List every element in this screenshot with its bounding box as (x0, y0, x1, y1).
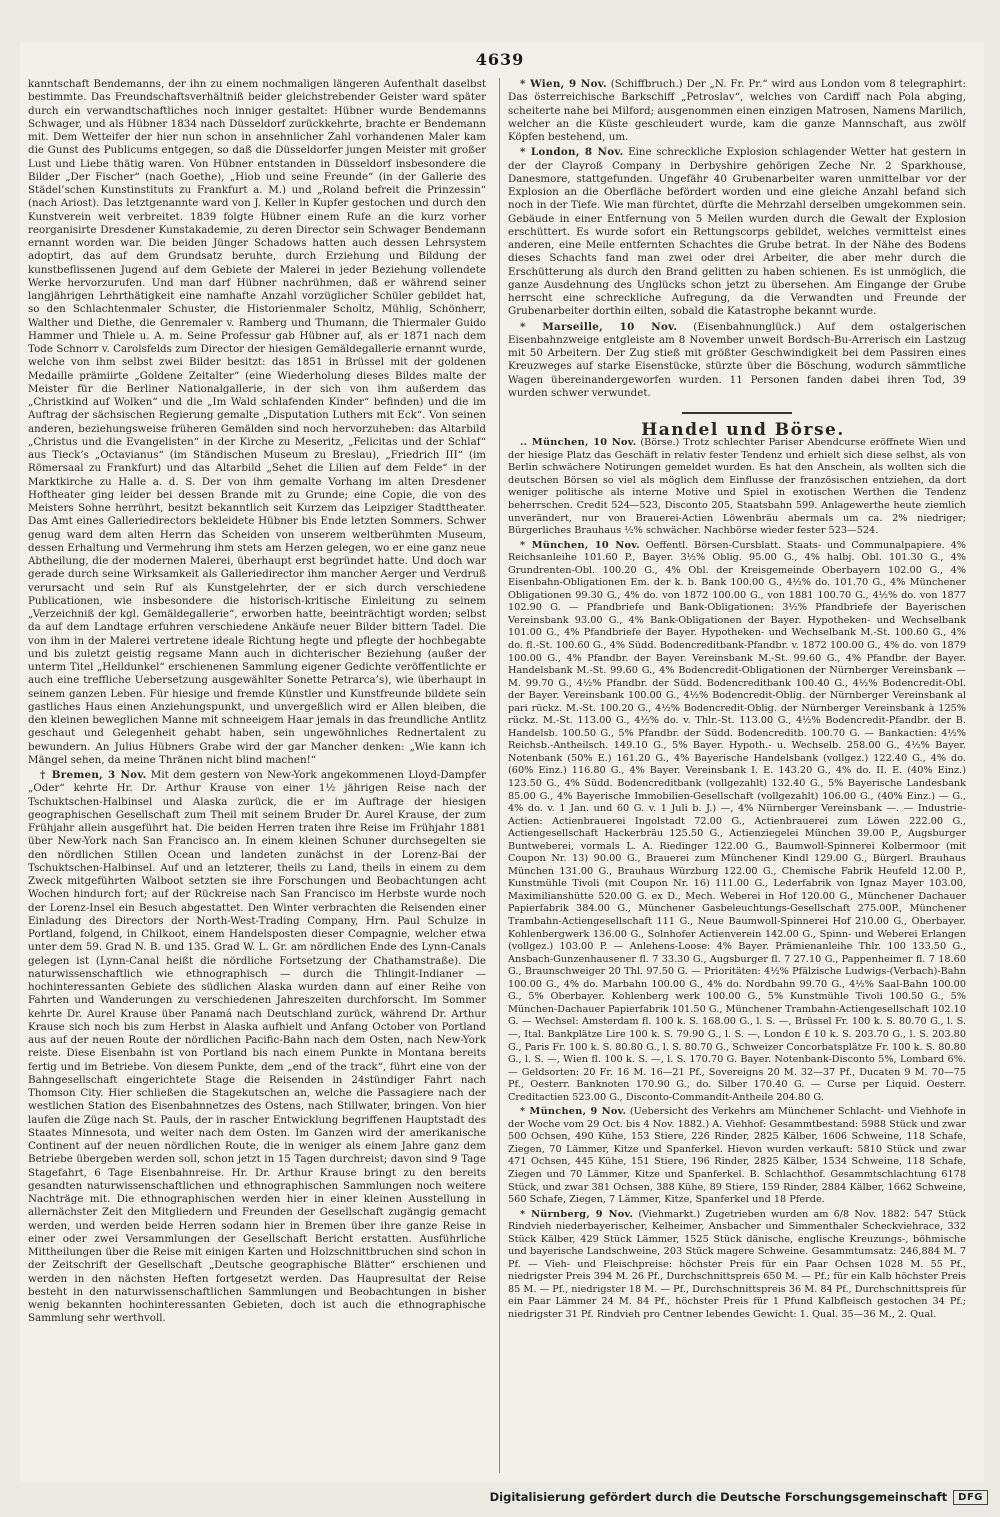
london-article (508, 146, 966, 318)
market-reports (508, 437, 966, 1321)
page-number: 4639 (475, 50, 525, 69)
muenchen-viehhof-text: (Uebersicht des Verkehrs am Münchener Schlacht- und Viehhofe in der Woche vom 29 Oct. bis 4 Nov. 1882.) A. Viehhof: Gesammtbestand: 5988 Stück und zwar 500 Ochsen, 490 Kühe, 153 Stiere, 226 Rinder, 2825 Kälber, 1606 Schweine, 118 Schafe, Ziegen, 70 Lämmer, Kitze und Spanferkel. Hievon wurden verkauft: 5810 Stück und zwar 471 Ochsen, 445 Kühe, 151 Stiere, 196 Rinder, 2825 Kälber, 1534 Schweine, 118 Schafe, Ziegen und 70 Lämmer, Kitze und Spanferkel. B. Schlachthof. Gesammtschlachtung 6178 Stück, und zwar 381 Ochsen, 388 Kühe, 89 Stiere, 159 Rinder, 2884 Kälber, 1662 Schweine, 560 Schafe, Ziegen, 7 Lämmer, Kitze, Spanferkel und 18 Pferde. (508, 1106, 966, 1206)
wien-dateline: * Wien, 9 Nov. (520, 78, 607, 90)
hubner-obituary-paragraph: kanntschaft Bendemanns, der ihn zu einem nochmaligen längeren Aufenthalt daselbst bestimmte. Das Freundschaftsverhältniß beider gleichstrebender Geister ward später durch ein verwandtschaftliches noch inniger gestaltet: Hübner wurde Bendemanns Schwager, und als Hübner 1834 nach Düsseldorf zurückkehrte, brachte er Bendemann mit. Dem Wetteifer der hier nun schon in ansehnlicher Zahl vorhandenen Maler kam die Gunst des Publicums entgegen, so daß die Düsseldorfer jungen Meister mit großer Lust und Liebe thätig waren. Von Hübner entstanden in Düsseldorf insbesondere die Bilder „Der Fischer“ (nach Goethe), „Hiob und seine Freunde“ (in der Gallerie des Städel’schen Kunstinstituts zu Frankfurt a. M.) und „Roland befreit die Prinzessin“ (nach Ariost). Das letztgenannte ward von J. Keller in Kupfer gestochen und durch den Kunstverein weit verbreitet. 1839 folgte Hübner einem Rufe an die kurz vorher reorganisirte Dresdener Kunstakademie, zu deren Director sein Schwager Bendemann ernannt worden war. Die beiden Jünger Schadows hatten auch dessen Lehrsystem adoptirt, das auf dem Grundsatz beruhte, durch Erziehung und Bildung der kunstbeflissenen Jugend auf dem Gebiete der Malerei in jeder Beziehung vollendete Werke hervorzurufen. Und man darf Hübner nachrühmen, daß er während seiner langjährigen Lehrthätigkeit eine namhafte Anzahl vorzüglicher Schüler gebildet hat, so den Schlachtenmaler Schuster, die Historienmaler Scholtz, Mühlig, Schönherr, Walther und Diethe, die Genremaler v. Ramberg und Thumann, die Thiermaler Guido Hammer und Thiele u. A. m. Seine Professur gab Hübner auf, als er 1871 nach dem Tode Schnorr v. Carolsfelds zum Director der hiesigen Gemäldegallerie ernannt wurde, welche von ihm selbst zwei Bilder besitzt: das 1851 in Brüssel mit der goldenen Medaille prämiirte „Goldene Zeitalter“ (eine Wiederholung dieses Bildes malte der Meister für die Berliner Nationalgallerie, in der sich von ihm außerdem das „Christkind auf Wolken“ und die „Im Wald schlafenden Kinder“ befinden) und die im Auftrag der sächsischen Regierung gemalte „Disputation Luthers mit Eck“. Von seinen anderen, beziehungsweise früheren Gemälden sind noch hervorzuheben: das Altarbild „Christus und die Evangelisten“ in der Kirche zu Meseritz, „Felicitas und der Schlaf“ aus Tieck’s „Octavianus“ (im Ständischen Museum zu Breslau), „Friedrich III“ (im Römersaal zu Frankfurt) und das Altarbild „Sehet die Lilien auf dem Felde“ in der Marktkirche zu Halle a. d. S. Der von ihm gemalte Vorhang im alten Dresdener Hoftheater ging leider bei dessen Brande mit zu Grunde; eine Copie, die von des Meisters Sohne herrührt, besitzt bekanntlich seit Kurzem das Leipziger Stadttheater. Das Amt eines Galleriedirectors bekleidete Hübner bis Ende letzten Sommers. Schwer genug ward dem alten Herrn das Scheiden von unserem weltberühmten Museum, dessen Erhaltung und Vermehrung ihm stets am Herzen gelegen, wo er eine ganz neue Abtheilung, die der modernen Malerei, überhaupt erst begründet hatte. Und doch war gerade durch seine Wirksamkeit als Galleriedirector ihm mancher Aerger und Verdruß verursacht und sein Ruf als Kunstgelehrter, der er sich durch verschiedene Publicationen, wie insbesondere die historisch-kritische Einleitung zu seinem „Verzeichniß der kgl. Gemäldegallerie“, erworben hatte, beeinträchtigt worden; selbst da auf dem Landtage erfuhren verschiedene Ankäufe neuer Bilder bittern Tadel. Die von ihm in der Malerei vertretene ideale Richtung hegte und pflegte der hochbegabte und bis zuletzt geistig regsame Mann auch in dichterischer Beziehung (außer der unterm Titel „Helldunkel“ erschienenen Sammlung eigener Gedichte veröffentlichte er auch eine treffliche Uebersetzung ausgewählter Sonette Petrarca’s), wie überhaupt in seinem ganzen Leben. Für hiesige und fremde Künstler und Kunstfreunde bildete sein gastliches Haus einen Anziehungspunkt, und unvergeßlich wird er Allen bleiben, die den kleinen beweglichen Manne mit schneeigem Haar jemals in das freundliche Antlitz geschaut und Gelegenheit gehabt haben, sein ungewöhnliches Rednertalent zu bewundern. An Julius Hübners Grabe wird der gar Mancher denken: „Wie kann ich Mängel sehen, da meine Thränen nicht blind machen!“ (28, 78, 486, 766)
credit-text: Digitalisierung gefördert durch die Deutsche Forschungsgemeinschaft (489, 1490, 948, 1504)
muenchen-boerse-dateline: .. München, 10 Nov. (520, 437, 637, 449)
nuernberg-viehmarkt-text: (Viehmarkt.) Zugetrieben wurden am 6/8 Nov. 1882: 547 Stück Rindvieh niederbayerischer, Kelheimer, Ansbacher und Simmenthaler Scheckviehrace, 332 Stück Kälber, 429 Stück Lämmer, 1525 Stück dänische, englische Kreuzungs-, böhmische und bayerische Landschweine, 203 Stück magere Schweine. Gesammtumsatz: 246,884 M. 7 Pf. — Vieh- und Fleischpreise: höchster Preis für ein Paar Ochsen 1028 M. 55 Pf., niedrigster Preis 394 M. 26 Pf., Durchschnittspreis 650 M. — Pf.; für ein Kalb höchster Preis 85 M. — Pf., niedrigster 18 M. — Pf., Durchschnittspreis 36 M. 84 Pf., Durchschnittspreis für ein Paar Lämmer 24 M. 84 Pf., höchster Preis für 1 Pfund Kalbfleisch gestochen 34 Pf.; niedrigster 31 Pf. Rindvieh pro Centner lebendes Gewicht: 1. Qual. 35—36 M., 2. Qual. (508, 1208, 966, 1320)
column-divider (499, 78, 500, 1473)
muenchen-cursblatt-dateline: * München, 10 Nov. (520, 539, 640, 551)
bremen-dateline: † Bremen, 3 Nov. (40, 769, 147, 781)
wien-article-text: (Schiffbruch.) Der „N. Fr. Pr.“ wird aus London vom 8 telegraphirt: Das österreichische Barkschiff „Petroslav“, welches von Cardiff nach Pola abging, scheiterte nahe bei Milford; ausgenommen einen einzigen Matrosen, Namens Marilich, welcher an die Küste geschleudert wurde, kam die ganze Mannschaft, aus zwölf Köpfen bestehend, um. (508, 78, 966, 143)
muenchen-cursblatt-article (508, 540, 966, 1105)
wien-article (508, 78, 966, 144)
marseille-article (508, 321, 966, 401)
marseille-article-text: (Eisenbahnunglück.) Auf dem ostalgerischen Eisenbahnzweige entgleiste am 8 November unweit Bordsch-Bu-Arrerisch ein Lastzug mit 50 Arbeitern. Der Zug stieß mit größter Geschwindigkeit bei dem Passiren eines Kreuzweges auf starke Eisenstücke, stürzte über die Böschung, wodurch sämmtliche Wagen übereinandergeworfen wurden. 11 Personen fanden dabei ihren Tod, 39 wurden schwer verwundet. (508, 320, 966, 399)
left-column (28, 78, 486, 1478)
nuernberg-viehmarkt-article (508, 1209, 966, 1322)
nuernberg-dateline: * Nürnberg, 9 Nov. (520, 1208, 634, 1220)
muenchen-boerse-text: (Börse.) Trotz schlechter Pariser Abendcurse eröffnete Wien und der hiesige Platz das Geschäft in relativ fester Tendenz und erhielt sich diese selbst, als von Berlin schwächere Notirungen gemeldet wurden. Es hat den Anschein, als wollten sich die deutschen Börsen so viel als möglich dem Einflusse der französischen entziehen, da dort weniger politische als interne Motive und Spiel in exotischen Werthen die Tendenz beherrschen. Credit 524—523, Disconto 205, Staatsbahn 599. Anlagewerthe heute ziemlich unverändert, nur von Brauerei-Actien Löwenbräu abermals um ca. 2% niedriger; Bürgerliches Brauhaus ½% schwächer. Nachbörse wieder fester 523—524. (508, 437, 966, 537)
marseille-dateline: * Marseille, 10 Nov. (520, 320, 678, 333)
london-article-text: Eine schreckliche Explosion schlagender Wetter hat gestern in der der Clayroß Company in Derbyshire gehörigen Zeche Nr. 2 Sparkhouse, Danesmore, stattgefunden. Ungefähr 40 Grubenarbeiter waren unmittelbar vor der Explosion an die Oberfläche befördert worden und eine gleiche Anzahl befand sich noch in der Tiefe. Wie man fürchtet, dürfte die Mehrzahl derselben umgekommen sein. Gebäude in einer Entfernung von 5 Meilen wurden durch die Gewalt der Explosion erschüttert. Es wurde sofort ein Rettungscorps gebildet, welches vermittelst eines anderen, eine Meile entfernten Schachtes die Grube betrat. In der Nähe des Bodens dieses Schachts fand man zwei oder drei Arbeiter, die aber mehr durch die Erschütterung als durch den Brand gelitten zu haben schienen. Es ist unmöglich, die ganze Ausdehnung des Unglücks schon jetzt zu übersehen. Am Eingange der Grube herrscht eine schreckliche Aufregung, da die Verwandten und Freunde der Grubenarbeiter dorthin eilten, sobald die Katastrophe bekannt wurde. (508, 146, 966, 318)
digitization-credit (0, 1490, 988, 1505)
muenchen-boerse-article (508, 437, 966, 537)
bremen-article (28, 769, 486, 1326)
muenchen-viehhof-article (508, 1106, 966, 1206)
section-rule (682, 412, 792, 414)
right-column (508, 78, 966, 1478)
dfg-logo: DFG (953, 1490, 988, 1505)
muenchen-cursblatt-text: Oeffentl. Börsen-Cursblatt. Staats- und Communalpapiere. 4% Reichsanleihe 101.60 P., Bayer. 3½% Oblig. 95.00 G., 4% halbj. Obl. 101.30 G., 4% Grundrenten-Obl. 100.20 G., 4% Obl. der Kreisgemeinde Oberbayern 102.00 G., 4% Eisenbahn-Obligationen Em. der k. b. Bank 100.00 G., 4½% do. 101.70 G., 4% Münchener Obligationen 99.30 G., 4% do. von 1872 100.00 G., von 1881 100.70 G., 4½% do. von 1877 102.90 G. — Pfandbriefe und Bank-Obligationen: 3½% Pfandbriefe der Bayerischen Vereinsbank 93.00 G., 4% Bank-Obligationen der Bayer. Hypotheken- und Wechselbank 101.00 G., 4% Pfandbriefe der Bayer. Hypotheken- und Wechselbank M.-St. 100.60 G., 4% do. fl.-St. 100.60 G., 4% Südd. Bodencreditbank-Pfandbr. v. 1872 100.00 G., 4% do. von 1879 100.00 G., 4% Pfandbr. der Bayer. Vereinsbank M.-St. 99.60 G., 4% Pfandbr. der Bayer. Handelsbank M.-St. 99.60 G., 4% Bodencredit-Obligationen der Nürnberger Vereinsbank — M. 99.70 G., 4½% Pfandbr. der Südd. Bodencreditbank 100.40 G., 4½% Bodencredit-Obl. der Bayer. Vereinsbank 100.00 G., 4½% Bodencredit-Oblig. der Nürnberger Vereinsbank al pari rückz. M.-St. 100.20 G., 4½% Bodencredit-Oblig. der Nürnberger Vereinsbank à 125% rückz. M.-St. 113.00 G., 4½% do. v. Thlr.-St. 113.00 G., 4½% Bodencredit-Pfandbr. der B. Handelsb. 100.50 G., 5% Pfandbr. der Südd. Bodencreditb. 100.70 G. — Bankactien: 4½% Reichsb.-Antheilsch. 149.10 G., 5% Bayer. Hypoth.- u. Wechselb. 258.00 G., 4½% Bayer. Notenbank (50% E.) 161.20 G., 4% Bayerische Handelsbank (vollgez.) 122.40 G., 4% do. (60% Einz.) 116.80 G., 4% Bayer. Vereinsbank I. E. 143.20 G., 4% do. II. E. (40% Einz.) 123.50 G., 4% Südd. Bodencreditbank (vollgezahlt) 132.40 G., 5% Bayerische Landesbank 85.00 G., 4% Bayerische Immobilien-Gesellschaft (vollgezahlt) 106.00 G., (40% Einz.) — G., 4% do. v. 1 Jan. und 60 G. v. 1 Juli b. J.) —, 4% Nürnberger Vereinsbank —. — Industrie-Actien: Actienbrauerei Ingolstadt 72.00 G., Actienbrauerei zum Löwen 222.00 G., Actiengesellschaft Hackerbräu 125.50 G., Actienziegelei München 39.00 P., Augsburger Buntweberei, vormals L. A. Riedinger 122.00 G., Baumwoll-Spinnerei Kolbermoor (mit Coupon Nr. 13) 90.00 G., Brauerei zum Münchener Kindl 129.00 G., Bürgerl. Brauhaus München 131.00 G., Brauhaus Würzburg 122.00 G., Chemische Fabrik Heufeld 12.00 P., Kunstmühle Tivoli (mit Coupon Nr. 16) 111.00 G., Lederfabrik von Ignaz Mayer 103.00, Maximilianshütte 520.00 G. ex D., Mech. Weberei in Hof 120.00 G., Münchener Dachauer Papierfabrik 384.00 G., Münchener Gasbeleuchtungs-Gesellschaft 275.00P., Münchener Trambahn-Actiengesellschaft 111 G., Neue Baumwoll-Spinnerei Hof 210.00 G., Oberbayer. Kohlenbergwerk 136.00 G., Solnhofer Actienverein 142.00 G., Spinn- und Weberei Erlangen (vollgez.) 103.00 P. — Anlehens-Loose: 4% Bayer. Prämienanleihe Thlr. 100 133.50 G., Ansbach-Gunzenhausener fl. 7 33.30 G., Augsburger fl. 7 27.10 G., Pappenheimer fl. 7 18.60 G., Braunschweiger 20 Thl. 97.50 G. — Prioritäten: 4½% Pfälzische Ludwigs-(Verbach)-Bahn 100.00 G., 4% do. Marbahn 100.00 G., 4% do. Nordbahn 99.70 G., 4½% Saal-Bahn 100.00 G., 5% Oberbayer. Kohlenberg werk 100.00 G., 5% Kunstmühle Tivoli 100.50 G., 5% München-Dachauer Papierfabrik 101.50 G., Münchener Trambahn-Actiengesellschaft 102.10 G. — Wechsel: Amsterdam fl. 100 k. S. 168.00 G., l. S. —, Brüssel Fr. 100 k. S. 80.70 G., l. S. —, Ital. Bankplätze Lire 100 k. S. 79.90 G., l. S. —, London £ 10 k. S. 203.70 G., l. S. 203.80 G., Paris Fr. 100 k. S. 80.80 G., l. S. 80.70 G., Schweizer Concorbatsplätze Fr. 100 k. S. 80.80 G., l. S. —, Wien fl. 100 k. S. —, l. S. 170.70 G. Bayer. Notenbank-Disconto 5%, Lombard 6%. — Geldsorten: 20 Fr. 16 M. 16—21 Pf., Sovereigns 20 M. 32—37 Pf., Ducaten 9 M. 70—75 Pf., Oesterr. Banknoten 170.90 G., do. Silber 170.40 G. — Curse per Liquid. Oesterr. Creditactien 523.00 G., Disconto-Commandit-Antheile 204.80 G. (508, 539, 966, 1103)
london-dateline: * London, 8 Nov. (520, 146, 624, 159)
bremen-article-text: Mit dem gestern von New-York angekommenen Lloyd-Dampfer „Oder“ kehrte Hr. Dr. Arthur Krause von einer 1½ jährigen Reise nach der Tschuktschen-Halbinsel und Alaska zurück, die er im Auftrage der hiesigen geographischen Gesellschaft zum Theil mit seinem Bruder Dr. Aurel Krause, der zum Frühjahr allein ausgeführt hat. Die beiden Herren traten ihre Reise im Frühjahr 1881 über New-York nach San Francisco an. In einem kleinen Schuner durchsegelten sie den nördlichen Stillen Ocean und landeten zunächst in der Lorenz-Bai der Tschuktschen-Halbinsel. Auf und an letzterer, theils zu Land, theils in einem zu dem Zweck mitgeführten Walboot setzten sie ihre Forschungen und Beobachtungen acht Wochen hindurch fort; auf der Rückreise nach San Francisco im Herbste wurde noch der Lorenz-Insel ein Besuch abgestattet. Den Winter verbrachten die Reisenden einer Einladung des Directors der North-West-Trading Company, Hrn. Paul Schulze in Portland, folgend, in Chilkoot, einem Handelsposten dieser Compagnie, welcher etwa unter dem 59. Grad N. B. und 135. Grad W. L. Gr. am nördlichen Ende des Lynn-Canals gelegen ist (Lynn-Canal heißt die nördliche Fortsetzung der Chathamstraße). Die naturwissenschaftlich wie ethnographisch — durch die Thlingit-Indianer — hochinteressanten Gebiete des südlichen Alaska wurden dann auf einer Reihe von Fahrten und Wanderungen zu verschiedenen Jahreszeiten durchforscht. Im Sommer kehrte Dr. Aurel Krause über Panamá nach Deutschland zurück, während Dr. Arthur Krause sich noch bis zum Herbst in Alaska aufhielt und Anfang October von Portland aus auf der neuen Route der nördlichen Pacific-Bahn nach dem Osten, nach New-York reiste. Diese Eisenbahn ist von Portland bis nach einem Punkte in Montana bereits fertig und im Betriebe. Von diesem Punkte, dem „end of the track“, führt eine von der Bahngesellschaft eingerichtete Stage die Reisenden in 24stündiger Fahrt nach Thomson City. Hier schließen die Stagekutschen an, welche die Passagiere nach der westlichen Station des Eisenbahnnetzes des Ostens, nach Stillwater, bringen. Von hier laufen die Züge nach St. Pauls, der in rascher Entwicklung begriffenen Hauptstadt des Staates Minnesota, und weiter nach dem Osten. Im Ganzen wird der amerikanische Continent auf der neuen nördlichen Route, die in weniger als einem Jahre ganz dem Betriebe übergeben werden soll, schon jetzt in 15 Tagen durchreist; davon sind 9 Tage Stagefahrt, 6 Tage Eisenbahnreise. Hr. Dr. Arthur Krause bringt zu den bereits gesandten naturwissenschaftlichen und ethnographischen Sammlungen noch weitere Nachträge mit. Die ethnographischen werden hier in einer kleinen Ausstellung in allernächster Zeit den Mitgliedern und Freunden der Gesellschaft zugängig gemacht werden, und werden beide Herren sodann hier in Bremen über ihre ganze Reise in einer oder zwei Versammlungen der Gesellschaft Bericht erstatten. Ausführliche Mittheilungen über die Reise mit einigen Karten und Holzschnittbruchen sind schon in der Zeitschrift der Gesellschaft „Deutsche geographische Blätter“ erschienen und werden in den nächsten Heften fortgesetzt werden. Das Haupresultat der Reise besteht in den naturwissenschaftlichen Sammlungen und Beobachtungen in bisher wenig bekannten hochinteressanten Gebieten, doch ist auch die ethnographische Sammlung sehr werthvoll. (28, 769, 486, 1325)
muenchen-viehhof-dateline: * München, 9 Nov. (520, 1106, 627, 1118)
section-heading-handel: Handel und Börse. (641, 420, 845, 440)
